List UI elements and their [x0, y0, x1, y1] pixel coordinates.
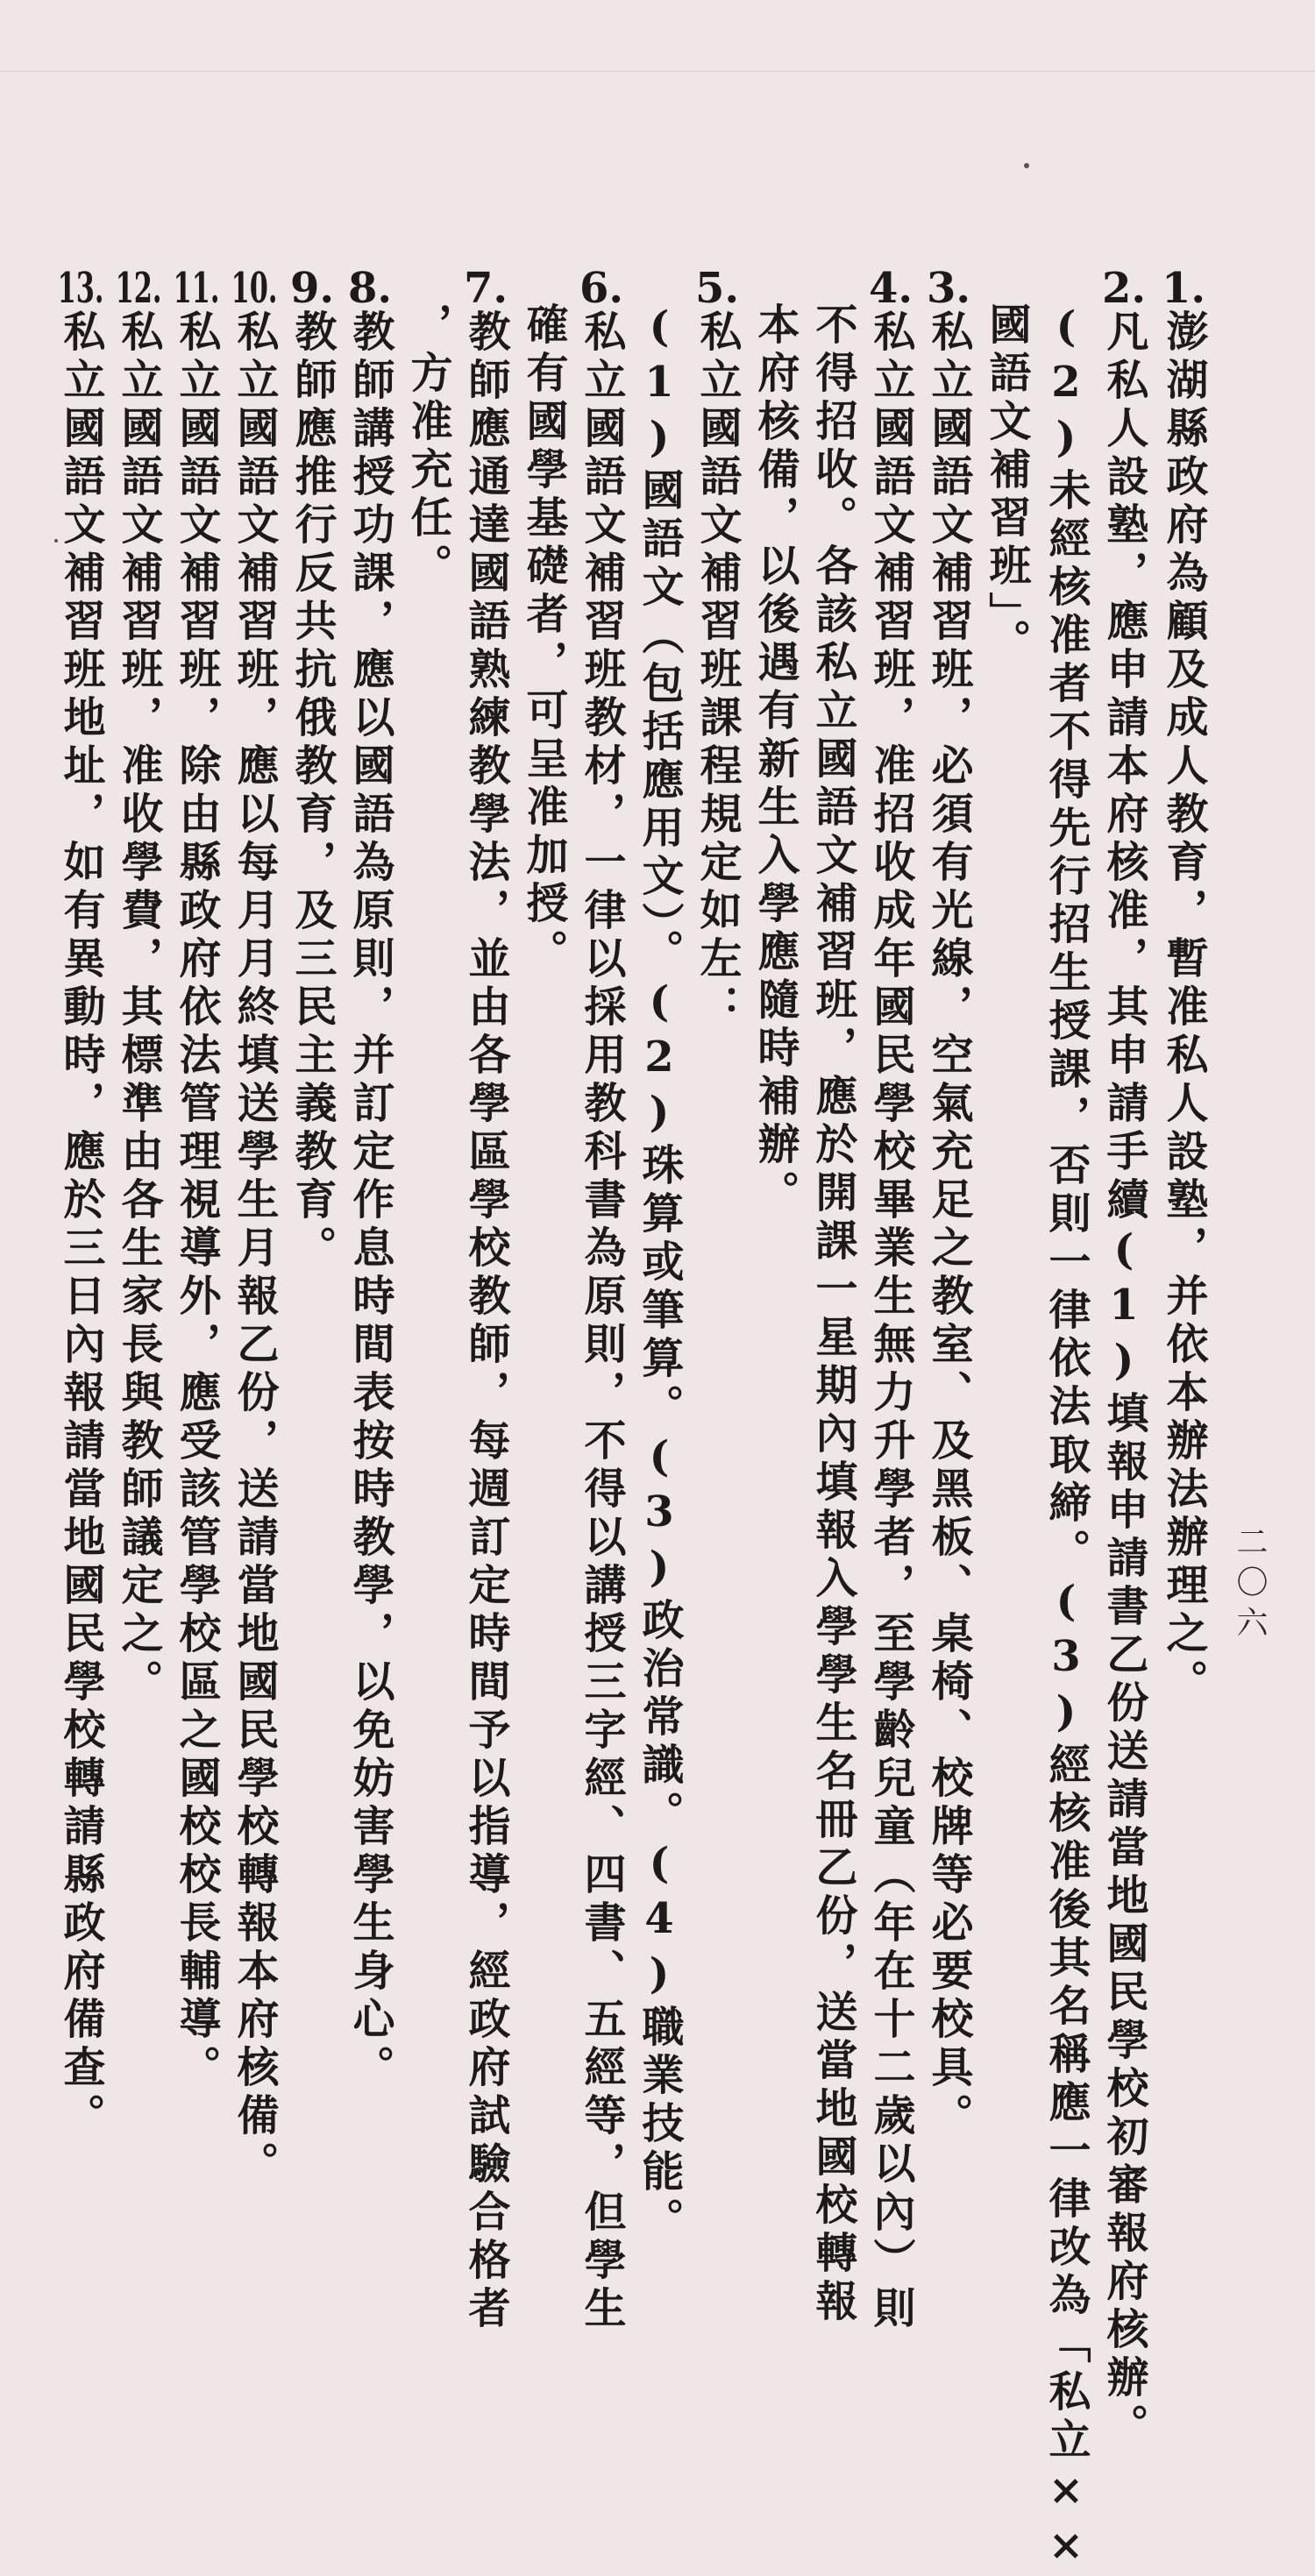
article-number: 13. — [57, 267, 104, 309]
article-12 — [112, 267, 165, 1707]
article-4 — [864, 267, 917, 2334]
article-text: 凡私人設塾，應申請本府核准，其申請手續(1)填報申請書乙份送請當地國民學校初審報府核辦。 — [1099, 309, 1148, 2452]
article-4-line-2 — [807, 302, 859, 2327]
article-1 — [1157, 267, 1210, 1707]
article-11 — [170, 267, 223, 2093]
article-number: 2. — [1101, 267, 1147, 309]
article-13 — [54, 267, 107, 2141]
article-6-line-2 — [517, 302, 570, 977]
article-text: 私立國語文補習班地址，如有異動時，應於三日內報請當地國民學校轉請縣政府備查。 — [56, 309, 105, 2141]
article-5-line-2 — [633, 302, 686, 2246]
article-text: (2)未經核准者不得先行招生授課，否則一律依法取締。(3)經核准後其名稱應一律改為「私立×× — [1041, 302, 1091, 2576]
article-text: 私立國語文補習班教材，一律以採用教科書為原則，不得以講授三字經、四書、五經等，但學生 — [577, 309, 626, 2334]
article-text: 私立國語文補習班課程規定如左： — [693, 309, 742, 1033]
article-text: 不得招收。各該私立國語文補習班，應於開課一星期內填報入學學生名冊乙份，送當地國校轉報 — [808, 302, 857, 2327]
article-number: 7. — [463, 267, 508, 309]
page-top-edge — [0, 70, 1315, 72]
article-text: 本府核備，以後遇有新生入學應隨時補辦。 — [750, 302, 800, 1218]
article-5 — [691, 267, 743, 1033]
article-number: 8. — [347, 267, 393, 309]
article-7 — [459, 267, 512, 2334]
article-text: 私立國語文補習班，准收學費，其標準由各生家長與教師議定之。 — [114, 309, 163, 1707]
article-3 — [922, 267, 975, 2141]
article-text: 教師應通達國語熟練教學法，並由各學區學校教師，每週訂定時間予以指導，經政府試驗合格者 — [461, 309, 510, 2334]
article-text: 澎湖縣政府為顧及成人教育，暫准私人設塾，并依本辦法辦理之。 — [1159, 309, 1208, 1707]
article-number: 5. — [694, 267, 740, 309]
article-2-line-3 — [980, 302, 1033, 667]
article-number: 1. — [1161, 267, 1206, 309]
article-number: 3. — [926, 267, 971, 309]
article-4-line-3 — [749, 302, 801, 1218]
article-6 — [575, 267, 628, 2334]
article-text: 國語文補習班」。 — [982, 302, 1031, 667]
article-text: 私立國語文補習班，必須有光線，空氣充足之教室、及黑板、桌椅、校牌等必要校具。 — [924, 309, 973, 2141]
article-text: 教師應推行反共抗俄教育，及三民主義教育。 — [288, 309, 337, 1274]
article-10 — [228, 267, 281, 2189]
article-text: 私立國語文補習班，應以每月月終填送學生月報乙份，送請當地國民學校轉報本府核備。 — [230, 309, 279, 2189]
article-7-line-2 — [402, 302, 454, 592]
article-2-line-2 — [1040, 302, 1092, 2576]
article-text: (1)國語文（包括應用文）。(2)珠算或筆算。(3)政治常識。(4)職業技能。 — [635, 302, 684, 2246]
article-text: 確有國學基礎者，可呈准加授。 — [519, 302, 568, 977]
article-text: 私立國語文補習班，准招收成年國民學校畢業生無力升學者，至學齡兒童（年在十二歲以內）則 — [866, 309, 915, 2334]
article-text: ，方准充任。 — [403, 302, 452, 592]
article-number: 12. — [115, 267, 162, 309]
article-8 — [344, 267, 396, 2093]
article-number: 9. — [289, 267, 335, 309]
page-number: 二〇六 — [1232, 1525, 1268, 1646]
article-number: 6. — [579, 267, 624, 309]
article-2 — [1098, 267, 1150, 2452]
article-text: 教師講授功課，應以國語為原則，并訂定作息時間表按時教學，以免妨害學生身心。 — [345, 309, 394, 2093]
article-text: 私立國語文補習班，除由縣政府依法管理視導外，應受該管學校區之國校校長輔導。 — [172, 309, 221, 2093]
article-number: 4. — [868, 267, 913, 309]
article-9 — [286, 267, 338, 1274]
article-number: 10. — [231, 267, 278, 309]
ink-speck — [1024, 163, 1029, 168]
article-number: 11. — [173, 267, 220, 309]
